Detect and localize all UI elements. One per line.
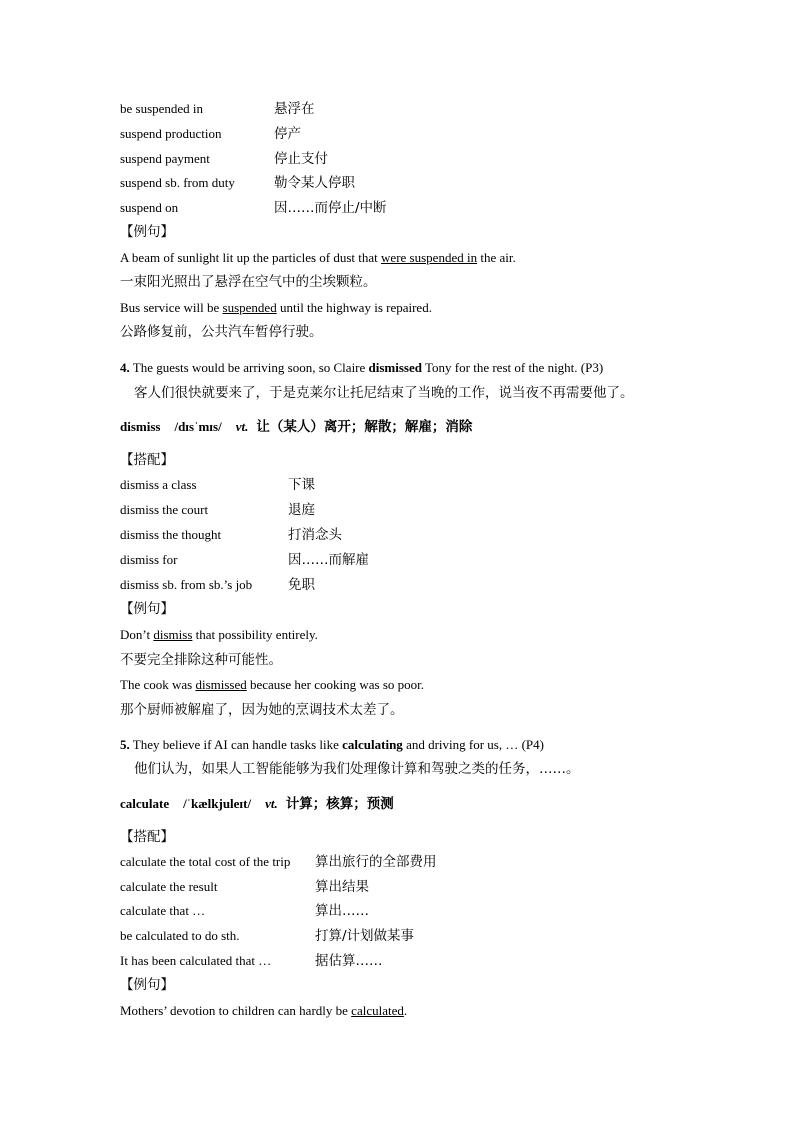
collocation-en: be suspended in (120, 101, 204, 116)
keyword-underlined: dismiss (153, 627, 193, 642)
collocation-row: dismiss for (120, 552, 178, 567)
collocation-row: dismiss sb. from sb.’s job (120, 577, 253, 592)
collocation-zh: 打算/计划做某事 (315, 928, 415, 944)
word-entry (120, 417, 472, 437)
collocation-row (120, 124, 221, 144)
collocation-row: It has been calculated that … (120, 953, 272, 968)
collocation-row: dismiss a class (120, 477, 197, 492)
collocations-header: 【搭配】 (120, 829, 174, 845)
word-entry (120, 794, 394, 814)
collocation-row (120, 173, 235, 193)
collocations-header: 【搭配】 (120, 452, 174, 468)
examples-header: 【例句】 (120, 224, 174, 240)
source-translation: 客人们很快就要来了，于是克莱尔让托尼结束了当晚的工作，说当夜不再需要他了。 (134, 385, 634, 401)
example-sentence: A beam of sunlight lit up the particles of dust that were suspended in the air. (120, 250, 516, 265)
collocation-en: suspend on (120, 200, 179, 215)
keyword-bold: dismissed (368, 360, 422, 375)
source-sentence: 5. They believe if AI can handle tasks like calculating and driving for us, … (P4) (120, 737, 544, 752)
headword: calculate (120, 796, 170, 811)
keyword-underlined: were suspended in (381, 250, 478, 265)
examples-header: 【例句】 (120, 977, 174, 993)
phonetic: /ˈkælkjuleɪt/ (183, 796, 252, 811)
collocation-zh: 据估算…… (315, 953, 383, 969)
part-of-speech: vt. (265, 796, 278, 811)
collocation-zh: 悬浮在 (274, 101, 315, 117)
collocation-row: calculate the result (120, 879, 218, 894)
keyword-underlined: calculated (351, 1003, 404, 1018)
source-sentence: 4. The guests would be arriving soon, so Claire dismissed Tony for the rest of the night. (P3) (120, 360, 604, 375)
collocation-zh: 退庭 (288, 502, 315, 518)
collocation-row (120, 198, 178, 218)
collocation-zh: 因……而停止/中断 (274, 200, 387, 216)
source-translation: 他们认为，如果人工智能能够为我们处理像计算和驾驶之类的任务，……。 (134, 761, 580, 777)
example-translation: 不要完全排除这种可能性。 (120, 652, 282, 668)
headword: dismiss (120, 419, 161, 434)
collocation-zh: 算出旅行的全部费用 (315, 854, 437, 870)
keyword-underlined: suspended (222, 300, 277, 315)
keyword-bold: calculating (342, 737, 403, 752)
phonetic: /dɪsˈmɪs/ (174, 419, 222, 434)
definition: 让（某人）离开；解散；解雇；消除 (256, 419, 473, 435)
collocation-row (120, 99, 203, 119)
collocation-en: suspend payment (120, 151, 210, 166)
example-sentence: Mothers’ devotion to children can hardly be calculated. (120, 1003, 408, 1018)
collocation-row: dismiss the thought (120, 527, 222, 542)
collocation-row: dismiss the court (120, 502, 209, 517)
example-translation: 公路修复前，公共汽车暂停行驶。 (120, 324, 323, 340)
collocation-en: suspend production (120, 126, 222, 141)
collocation-zh: 停止支付 (274, 151, 328, 167)
collocation-row: be calculated to do sth. (120, 928, 240, 943)
definition: 计算；核算；预测 (285, 796, 394, 812)
collocation-row (120, 149, 210, 169)
examples-header: 【例句】 (120, 601, 174, 617)
example-translation: 那个厨师被解雇了，因为她的烹调技术太差了。 (120, 702, 404, 718)
keyword-underlined: dismissed (195, 677, 247, 692)
collocation-zh: 免职 (288, 577, 315, 593)
example-sentence: Don’t dismiss that possibility entirely. (120, 627, 318, 642)
collocation-zh: 打消念头 (288, 527, 342, 543)
example-sentence: Bus service will be suspended until the highway is repaired. (120, 300, 432, 315)
example-translation: 一束阳光照出了悬浮在空气中的尘埃颗粒。 (120, 274, 377, 290)
collocation-zh: 算出…… (315, 903, 369, 919)
collocation-en: suspend sb. from duty (120, 175, 235, 190)
collocation-zh: 算出结果 (315, 879, 369, 895)
example-sentence: The cook was dismissed because her cooking was so poor. (120, 677, 425, 692)
collocation-zh: 因……而解雇 (288, 552, 369, 568)
collocation-zh: 下课 (288, 477, 315, 493)
part-of-speech: vt. (235, 419, 249, 434)
collocation-row: calculate the total cost of the trip (120, 854, 291, 869)
collocation-zh: 停产 (274, 126, 301, 142)
collocation-row: calculate that … (120, 903, 206, 918)
collocation-zh: 勒令某人停职 (274, 175, 355, 191)
